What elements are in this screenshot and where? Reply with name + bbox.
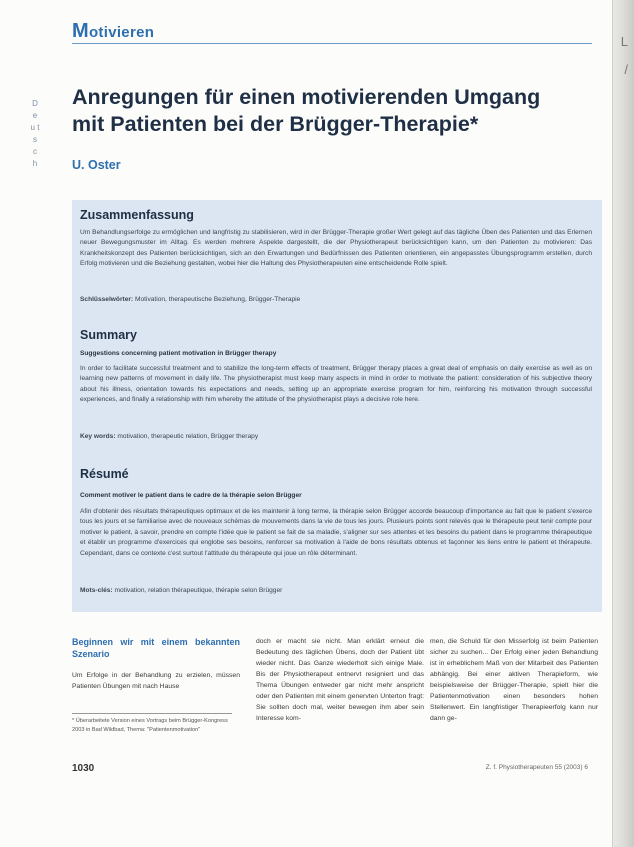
section-label-rest: otivieren: [88, 24, 155, 41]
side-language-marker: D e u t s c h: [30, 99, 40, 168]
motscles-line: [80, 586, 592, 596]
schluesselwoerter-label: Schlüsselwörter:: [80, 296, 134, 303]
summary-subtitle: Suggestions concerning patient motivation in Brügger therapy: [80, 350, 277, 357]
author: U. Oster: [72, 158, 121, 172]
zusammenfassung-heading: Zusammenfassung: [80, 208, 194, 222]
edge-mark: /: [624, 62, 628, 77]
body-heading: Beginnen wir mit einem bekannten Szenario: [72, 637, 240, 659]
resume-text: Afin d'obtenir des résultats thérapeutiques optimaux et de les maintenir à long terme, la thérapie selon Brügger accorde beaucoup d'importance au fait que le patient s'exerce tous les jours et se familiarise avec de nouveaux schémas de mouvements dans la vie de tous les jours. Plusieurs points sont relevés que le thérapeute peut tenir compte pour motiver le patient, à savoir, prendre en compte l'idée que le patient se fait de sa maladie, s'aligner sur ses attentes et les besoins du patient dans le programme thérapeutique et établir un programme d'exercices qui englobe ses besoins, renforcer sa motivation à l'aide de bons résultats obtenus et façonner les liens entre le patient et thérapeute. Cependant, dans ce contexte c'est surtout l'attitude du thérapeute qui joue un rôle déterminant.: [80, 508, 592, 557]
zusammenfassung-text: Um Behandlungserfolge zu ermöglichen und langfristig zu stabilisieren, wird in der Brügger-Therapie großer Wert gelegt auf das tägliche Üben des Patienten und das Erlernen neuer Bewegungsmuster im Alltag. Es werden mehrere Aspekte dargestellt, die der Physiotherapeut berücksichtigen kann, um den Patienten zu motivieren: Das Krankheitskonzept des Patienten berücksichtigen, sich an den Erwartungen und Bedürfnissen des Patienten orientieren, ein angepasstes Übungsprogramm erstellen, durch Erfolg motivieren und die Beziehung gestalten, wobei hier die Haltung des Physiotherapeuten eine entscheidende Rolle spielt.: [80, 229, 592, 268]
keywords-line: [80, 432, 592, 442]
schluesselwoerter-text: Motivation, therapeutische Beziehung, Brügger-Therapie: [134, 296, 301, 303]
resume-subtitle: Comment motiver le patient dans le cadre de la thérapie selon Brügger: [80, 492, 302, 499]
keywords-text: motivation, therapeutic relation, Brügger therapy: [117, 433, 259, 440]
article-title: [72, 84, 602, 138]
body-paragraph: doch er macht sie nicht. Man erklärt erneut die Bedeutung des täglichen Übens, doch der Patient übt wieder nicht. Das Ganze wiederholt sich einige Male. Bis der Physiotherapeut entnervt resigniert und das Thema Übungen entweder gar nicht mehr anspricht oder den Patienten mit einem genervten Unterton fragt: Sie sollten doch mal, weiter bewegen ihm aber sein Interesse kom-: [256, 638, 424, 722]
keywords-label: Key words:: [80, 433, 116, 440]
body-paragraph: Um Erfolge in der Behandlung zu erzielen, müssen Patienten Übungen mit nach Hause: [72, 672, 240, 690]
body-paragraph: men, die Schuld für den Misserfolg ist beim Patienten sicher zu suchen... Der Erfolg einer jeden Behandlung ist in erheblichem Maß von der Mitarbeit des Patienten abhängig. Bei einer aktiven Therapieform, wie beispielsweise der Brügger-Therapie, spielt hier die Patientenmotivation einen besonders hohen Stellenwert. Ein langfristiger Therapieerfolg kann nur dann ge-: [430, 638, 598, 722]
section-label-initial: M: [72, 20, 89, 42]
body-column-1: [72, 636, 240, 692]
motscles-text: motivation, relation thérapeutique, thérapie selon Brügger: [114, 587, 283, 594]
section-label: [72, 20, 155, 42]
footnote: * Überarbeitete Version eines Vortrags beim Brügger-Kongress 2003 in Bad Wildbad, Thema: "Patientenmotivation": [72, 713, 232, 734]
scan-edge: [612, 0, 634, 847]
title-line: Anregungen für einen motivierenden Umgang: [72, 85, 541, 109]
schluesselwoerter-line: [80, 295, 592, 305]
body-column-2: [256, 636, 424, 724]
summary-heading: Summary: [80, 328, 137, 342]
summary-text: In order to facilitate successful treatment and to stabilize the long-term effects of treatment, Brügger therapy places a great deal of emphasis on daily exercise as well as on learning new patterns of movement in daily life. The physiotherapist must keep many aspects in mind in order to motivate the patient: consideration of his subjective theory about his illness, orientation towards his expectations and needs, setting up an appropriate exercise program for him, reinforcing his motivation through successful experiences, and finally a relationship with him whereby the attitude of the physiotherapist plays a decisive role here.: [80, 365, 592, 404]
journal-reference: Z. f. Physiotherapeuten 55 (2003) 6: [485, 764, 588, 771]
section-header: [72, 20, 592, 44]
title-line: mit Patienten bei der Brügger-Therapie*: [72, 112, 479, 136]
motscles-label: Mots-clés:: [80, 587, 113, 594]
body-column-3: [430, 636, 598, 724]
page-number: 1030: [72, 763, 95, 774]
resume-heading: Résumé: [80, 467, 129, 481]
edge-mark: L: [620, 34, 628, 49]
